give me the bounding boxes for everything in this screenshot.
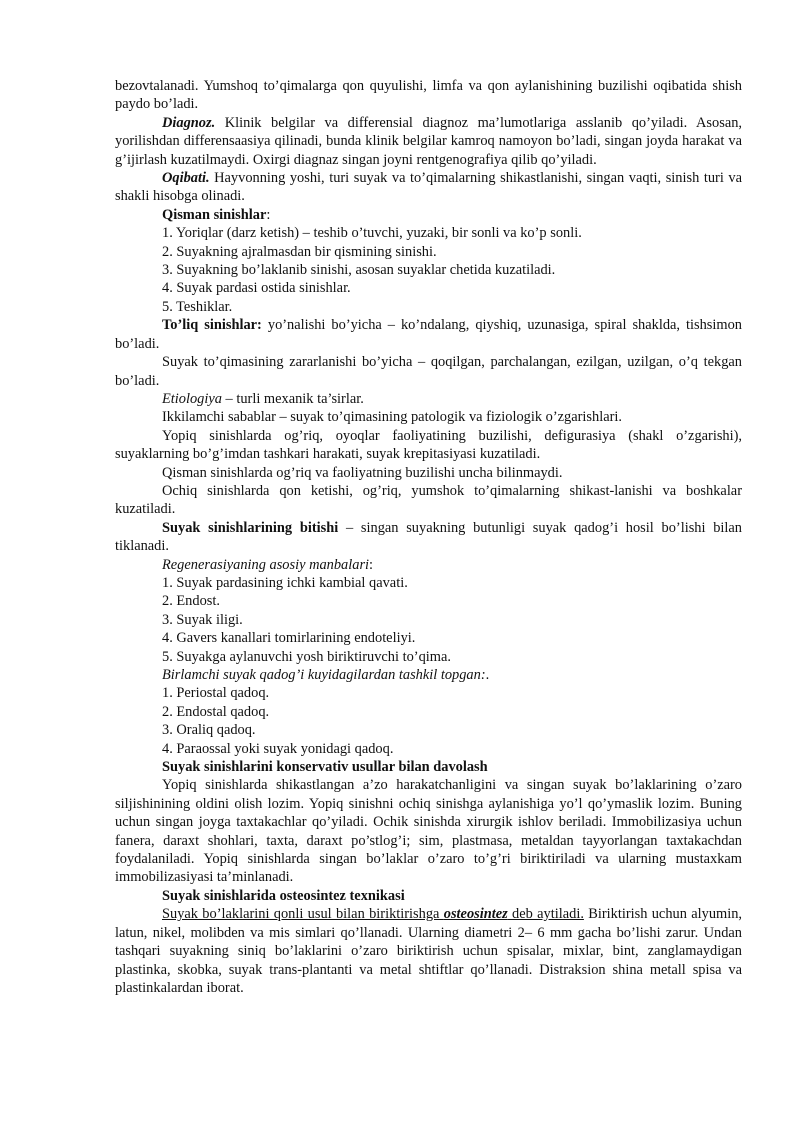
paragraph-suyak-toqima: Suyak to’qimasining zararlanishi bo’yicha – qoqilgan, parchalangan, ezilgan, uzilgan, o’q tekgan bo’ladi. (115, 354, 742, 389)
paragraph-diagnoz (115, 114, 742, 169)
toliq-label: To’liq sinishlar: (162, 317, 262, 334)
paragraph-toliq: To’liq sinishlar: yo’nalishi bo’yicha – ko’ndalang, qiyshiq, uzunasiga, spiral shaklda, tishsimon bo’ladi. (115, 317, 742, 352)
list-item: 1. Periostal qadoq. (162, 685, 270, 702)
paragraph-konservativ: Yopiq sinishlarda shikastlangan a’zo harakatchanligini va singan suyak bo’laklarining o’zaro siljishinining oldini olish lozim. Yopiq sinishni ochiq sinishga aylanishiga yo’l qo’ymaslik lozim. Buning uchun singan joyga taxtakachlar qo’yiladi. Ochik sinishda xirurgik ishlov beriladi. Immobilizasiya uchun fanera, daraxt shohlari, taxta, daraxt po’stlog’i; sim, plastmasa, metaldan tayyorlangan taxtakachdan foydalaniladi. Yopiq sinishlarda singan bo’laklar o’zaro to’g’ri biriktiriladi va ularning mustaxkam immobilizasiyasi ta’minlanadi. (115, 777, 742, 886)
paragraph-yopiq: Yopiq sinishlarda og’riq, oyoqlar faoliyatining buzilishi, defigurasiya (shakl o’zgarishi), suyaklarning bo’g’imdan tashkari harakati, suyak krepitasiyasi kuzatiladi. (115, 427, 742, 463)
heading-birlamchi-qadoq: Birlamchi suyak qadog’i kuyidagilardan tashkil topgan:. (162, 667, 490, 683)
paragraph-qisman-sinish: Qisman sinishlarda og’riq va faoliyatning buzilishi uncha bilinmaydi. (162, 464, 563, 481)
list-item: 3. Oraliq qadoq. (162, 722, 256, 739)
osteosintez-term: osteosintez (443, 906, 508, 923)
heading-qisman-sinishlar: Qisman sinishlar: (162, 206, 271, 223)
oqibati-text: Hayvonning yoshi, turi suyak va to’qimalarning shikastlanishi, singan vaqti, sinish turi va shakli hisobga olinadi. (115, 170, 742, 205)
bitishi-label: Suyak sinishlarining bitishi (162, 519, 339, 536)
list-item: 4. Suyak pardasi ostida sinishlar. (162, 280, 351, 297)
heading-regenerasiya: Regenerasiyaning asosiy manbalari: (162, 556, 374, 573)
list-item: 4. Paraossal yoki suyak yonidagi qadoq. (162, 740, 394, 757)
paragraph-etiologiya: Etiologiya – turli mexanik ta’sirlar. (162, 390, 364, 407)
list-item: 5. Teshiklar. (162, 298, 233, 315)
list-item: 2. Endost. (162, 593, 220, 610)
diagnoz-text: Klinik belgilar va differensial diagnoz ma’lumotlariga asslanib qo’yiladi. Asosan, yorilishdan differensaasiya qilinadi, bunda klinik belgilar kamroq namoyon bo’ladi, singan joyda harakat va g’ijirlash kuzatilmaydi. Oxirgi diagnaz singan joyni rentgenografiya qilib qo’yiladi. (115, 114, 742, 168)
paragraph-oqibati (115, 169, 742, 206)
paragraph-bitishi: Suyak sinishlarining bitishi – singan suyakning butunligi suyak qadog’i hosil bo’lishi bilan tiklanadi. (115, 519, 742, 555)
paragraph-ochiq: Ochiq sinishlarda qon ketishi, og’riq, yumshok to’qimalarning shikast-lanishi va boshkalar kuzatiladi. (115, 482, 742, 518)
list-item: 1. Suyak pardasining ichki kambial qavati. (162, 574, 408, 591)
list-item: 3. Suyakning bo’laklanib sinishi, asosan suyaklar chetida kuzatiladi. (162, 262, 556, 279)
list-item: 1. Yoriqlar (darz ketish) – teshib o’tuvchi, yuzaki, bir sonli va ko’p sonli. (162, 225, 582, 242)
list-item: 2. Suyakning ajralmasdan bir qismining sinishi. (162, 243, 437, 260)
paragraph-ikkilamchi: Ikkilamchi sabablar – suyak to’qimasining patologik va fiziologik o’zgarishlari. (162, 409, 622, 426)
list-item: 5. Suyakga aylanuvchi yosh biriktiruvchi to’qima. (162, 648, 451, 665)
oqibati-label: Oqibati. (162, 170, 210, 187)
list-item: 2. Endostal qadoq. (162, 703, 270, 720)
etiologiya-label: Etiologiya (162, 390, 222, 407)
document-page (115, 77, 742, 997)
paragraph-intro: bezovtalanadi. Yumshoq to’qimalarga qon quyulishi, limfa va qon aylanishining buzilishi oqibatida shish paydo bo’ladi. (115, 78, 742, 113)
list-item: 3. Suyak iligi. (162, 611, 243, 628)
paragraph-osteosintez: Suyak bo’laklarini qonli usul bilan biriktirishga osteosintez deb aytiladi. Biriktirish uchun alyumin, latun, nikel, molibden va mis simlari qo’llanadi. Ularning diametri 2– 6 mm gacha bo’lishi zarur. Undan tashqari suyakning siniq bo’laklarini o’zaro biriktirish uchun spisalar, mixlar, bint, zanglamaydigan plastinka, skobka, suyak trans-plantanti va metal shtiftlar qo’llanadi. Distraksion shina metall spisa va plastinkalardan iborat. (115, 906, 742, 996)
heading-osteosintez: Suyak sinishlarida osteosintez texnikasi (162, 887, 405, 904)
diagnoz-label: Diagnoz. (162, 114, 216, 131)
list-item: 4. Gavers kanallari tomirlarining endoteliyi. (162, 630, 416, 647)
heading-konservativ: Suyak sinishlarini konservativ usullar bilan davolash (162, 759, 488, 776)
